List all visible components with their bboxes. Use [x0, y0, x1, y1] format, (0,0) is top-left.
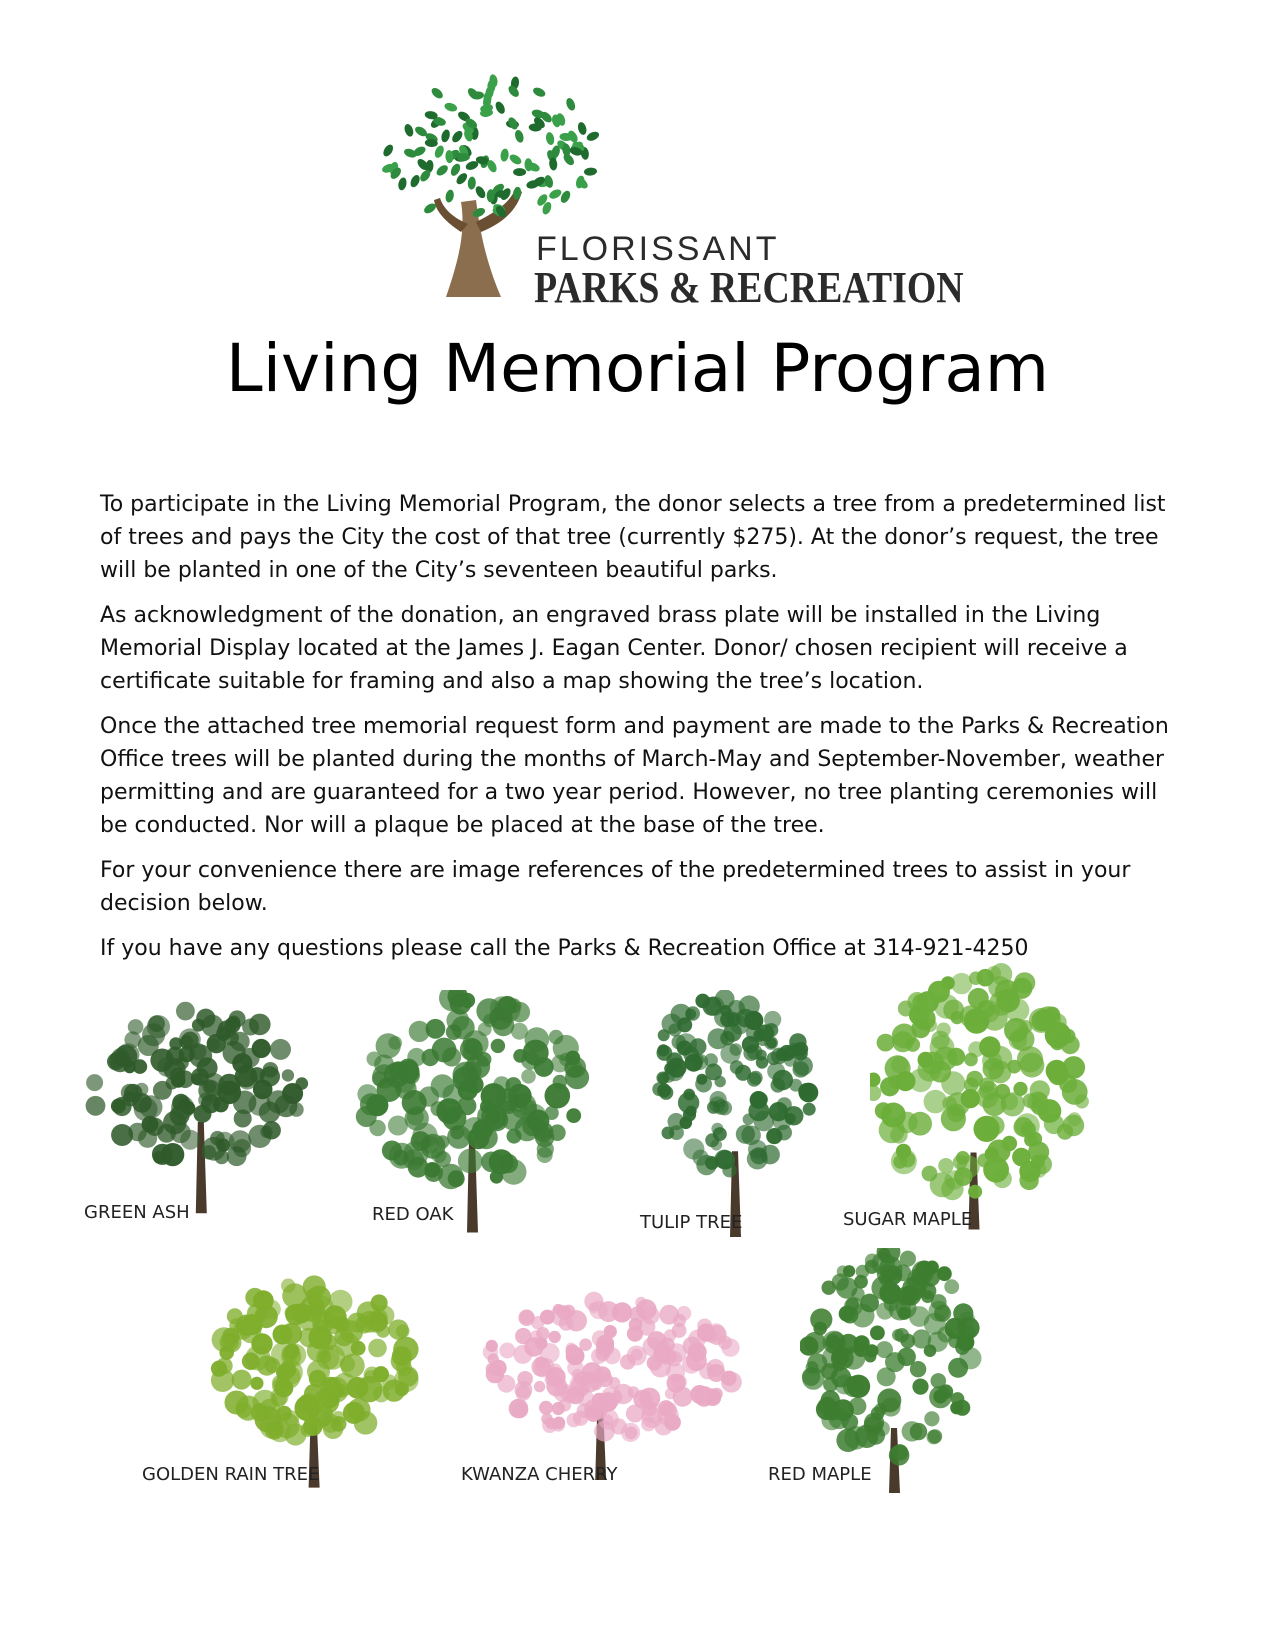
tree-label-kwanza-cherry: KWANZA CHERRY	[461, 1464, 618, 1485]
kwanza-cherry-icon	[476, 1290, 746, 1490]
page-title: Living Memorial Program	[225, 330, 1050, 407]
logo-line-1: FLORISSANT	[536, 230, 780, 268]
tree-green-ash	[76, 990, 316, 1230]
paragraph-acknowledgment: As acknowledgment of the donation, an engraved brass plate will be installed in the Living Memorial Display located at the James J. Eagan Center. Donor/ chosen recipient will receive a certificate suitable for framing and also a map showing the tree’s location.	[100, 603, 1128, 694]
paragraph-participation: To participate in the Living Memorial Program, the donor selects a tree from a predetermined list of trees and pays the City the cost of that tree (currently $275). At the donor’s request, the tree will be planted in one of the City’s seventeen beautiful parks.	[100, 492, 1166, 583]
green-ash-icon	[76, 990, 316, 1230]
tree-label-tulip: TULIP TREE	[640, 1212, 743, 1233]
logo-line-2: PARKS & RECREATION	[534, 263, 964, 312]
tree-label-red-maple: RED MAPLE	[768, 1464, 872, 1485]
tulip-tree-icon	[640, 990, 830, 1250]
tree-sugar-maple	[870, 960, 1100, 1235]
florissant-parks-logo	[388, 72, 964, 320]
tree-red-maple	[800, 1248, 1000, 1498]
paragraph-references: For your convenience there are image references of the predetermined trees to assist in your decision below.	[100, 858, 1131, 916]
tree-golden-rain	[208, 1272, 428, 1492]
red-maple-icon	[800, 1248, 1000, 1498]
tree-label-golden-rain: GOLDEN RAIN TREE	[142, 1464, 320, 1485]
red-oak-icon	[352, 990, 592, 1240]
program-description	[100, 488, 1190, 977]
tree-label-sugar-maple: SUGAR MAPLE	[843, 1209, 973, 1230]
paragraph-contact: If you have any questions please call the Parks & Recreation Office at 314-921-4250	[100, 936, 1029, 961]
tree-gallery	[0, 990, 1275, 1590]
tree-label-red-oak: RED OAK	[372, 1204, 454, 1225]
tree-label-green-ash: GREEN ASH	[84, 1202, 190, 1223]
sugar-maple-icon	[870, 960, 1100, 1235]
tree-kwanza-cherry	[476, 1290, 746, 1490]
golden-rain-tree-icon	[208, 1272, 428, 1492]
paragraph-planting: Once the attached tree memorial request form and payment are made to the Parks & Recreation Office trees will be planted during the months of March-May and September-November, weather permitting and are guaranteed for a two year period. However, no tree planting ceremonies will be conducted. Nor will a plaque be placed at the base of the tree.	[100, 714, 1169, 838]
tree-red-oak	[352, 990, 592, 1240]
tree-tulip	[640, 990, 830, 1250]
